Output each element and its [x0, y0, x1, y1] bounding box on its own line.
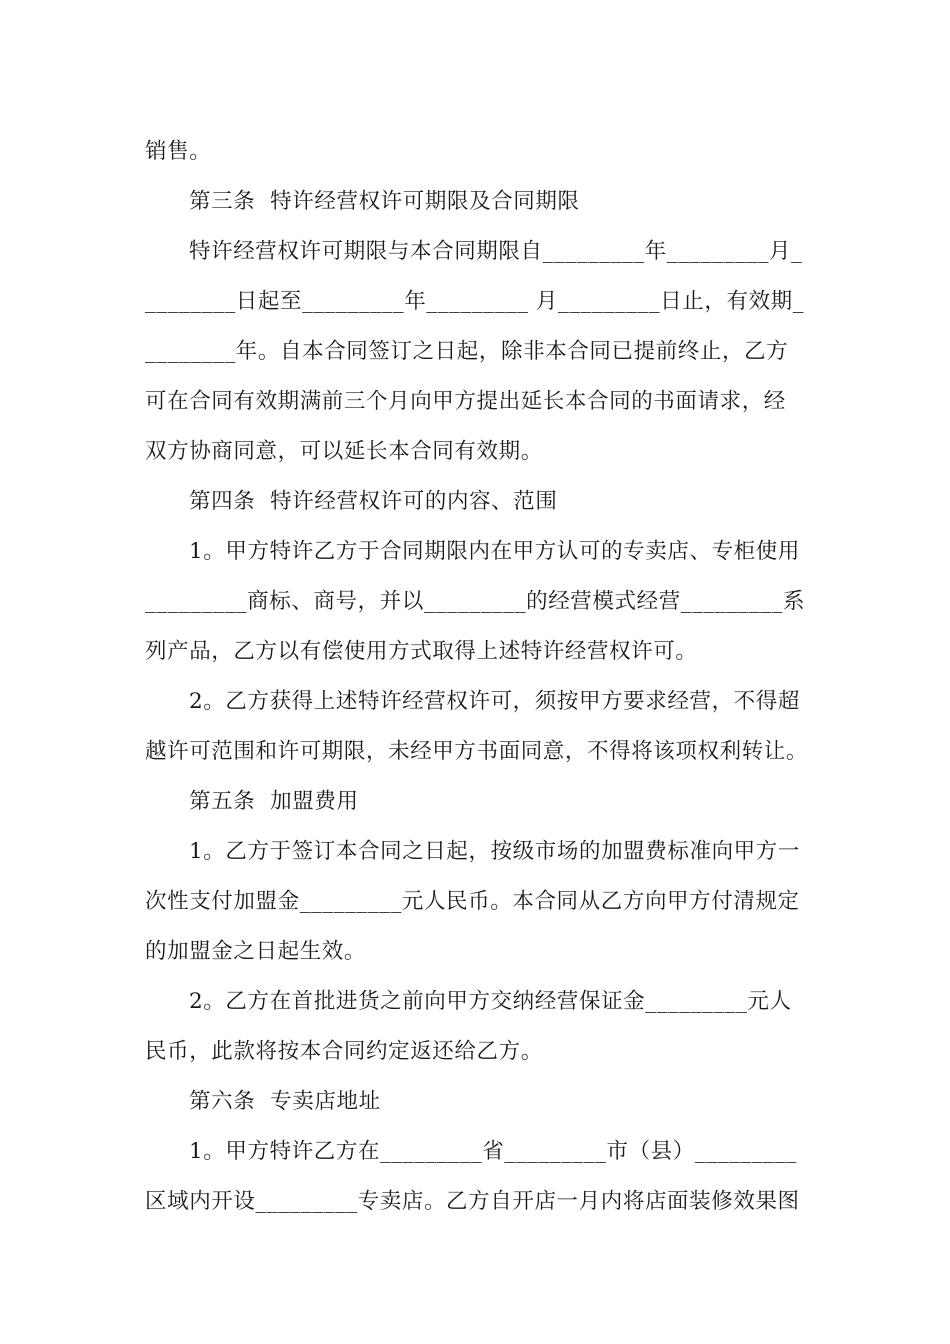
text-line: 2。乙方获得上述特许经营权许可，须按甲方要求经营，不得超 [189, 689, 800, 714]
text-line: ________日起至_________年_________ 月_________日止，有效期_ [145, 289, 805, 314]
text-line: 1。甲方特许乙方于合同期限内在甲方认可的专卖店、专柜使用 [189, 539, 800, 564]
text-line: ________年。自本合同签订之日起，除非本合同已提前终止，乙方 [145, 339, 789, 364]
text-line: 双方协商同意，可以延长本合同有效期。 [145, 439, 543, 464]
section-heading: 第三条 特许经营权许可期限及合同期限 [189, 189, 580, 214]
text-line: 1。乙方于签订本合同之日起，按级市场的加盟费标准向甲方一 [189, 839, 800, 864]
text-line: 的加盟金之日起生效。 [145, 939, 367, 964]
text-line: 越许可范围和许可期限，未经甲方书面同意，不得将该项权利转让。 [145, 739, 809, 764]
text-line: 销售。 [145, 139, 212, 164]
text-line: 2。乙方在首批进货之前向甲方交纳经营保证金_________元人 [189, 989, 792, 1014]
text-line: _________商标、商号，并以_________的经营模式经营_________系 [145, 589, 806, 614]
text-line: 1。甲方特许乙方在_________省_________市（县）_________ [189, 1139, 798, 1164]
text-line: 次性支付加盟金_________元人民币。本合同从乙方向甲方付清规定 [145, 889, 800, 914]
section-heading: 第五条 加盟费用 [189, 789, 359, 814]
section-heading: 第六条 专卖店地址 [189, 1089, 381, 1114]
text-line: 区域内开设_________专卖店。乙方自开店一月内将店面装修效果图 [145, 1189, 800, 1214]
text-line: 特许经营权许可期限与本合同期限自_________年_________月_ [189, 239, 803, 264]
text-line: 列产品，乙方以有偿使用方式取得上述特许经营权许可。 [145, 639, 698, 664]
text-line: 民币，此款将按本合同约定返还给乙方。 [145, 1039, 543, 1064]
section-heading: 第四条 特许经营权许可的内容、范围 [189, 489, 558, 514]
text-line: 可在合同有效期满前三个月向甲方提出延长本合同的书面请求，经 [145, 389, 786, 414]
